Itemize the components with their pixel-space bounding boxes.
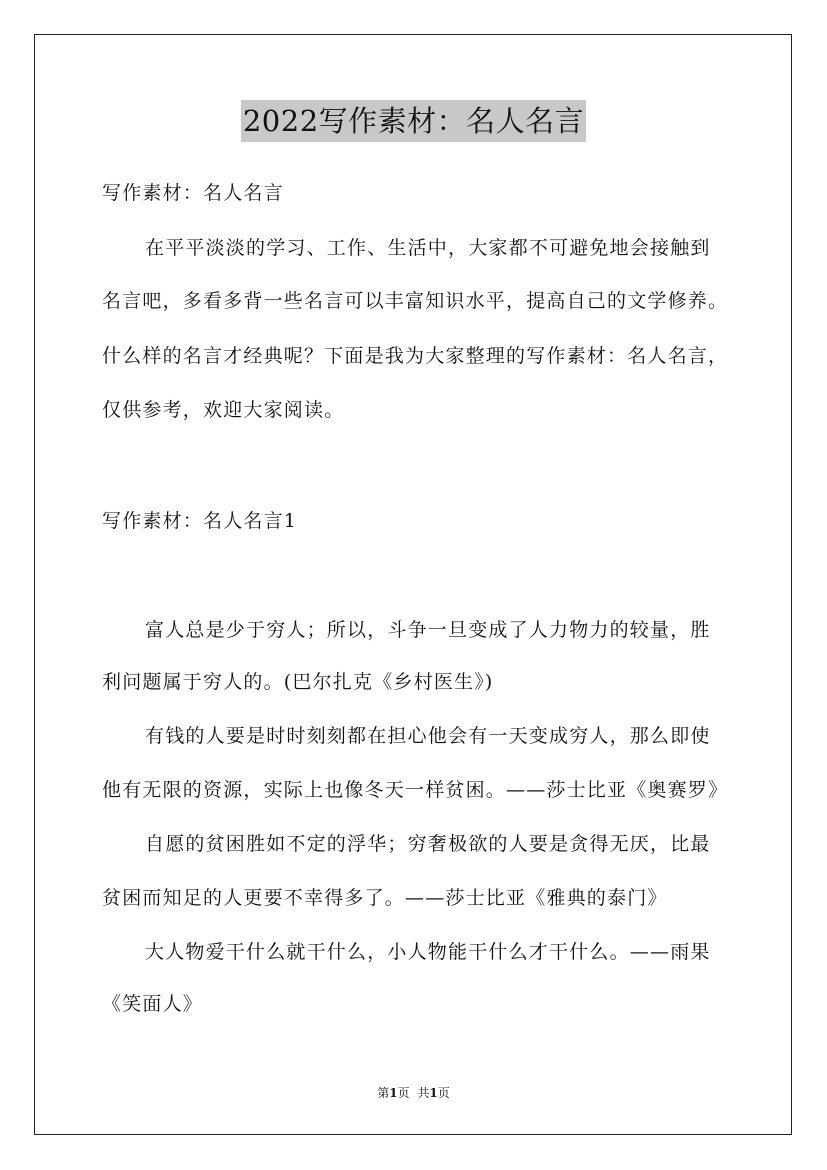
page-prefix: 第 xyxy=(377,1086,390,1100)
intro-line-3: 什么样的名言才经典呢？下面是我为大家整理的写作素材：名人名言， xyxy=(102,345,729,367)
quote-1-line-1: 富人总是少于穷人；所以，斗争一旦变成了人力物力的较量，胜 xyxy=(145,619,711,641)
quote-4-line-1: 大人物爱干什么就干什么，小人物能干什么才干什么。——雨果 xyxy=(145,941,711,963)
total-suffix: 页 xyxy=(437,1086,450,1100)
intro-line-4: 仅供参考，欢迎大家阅读。 xyxy=(102,399,345,421)
quote-3-line-2: 贫困而知足的人更要不幸得多了。——莎士比亚《雅典的泰门》 xyxy=(102,887,668,909)
document-title: 2022写作素材：名人名言 xyxy=(241,100,586,142)
quote-3-line-1: 自愿的贫困胜如不定的浮华；穷奢极欲的人要是贪得无厌，比最 xyxy=(145,833,711,855)
intro-line-2: 名言吧，多看多背一些名言可以丰富知识水平，提高自己的文学修养。 xyxy=(102,290,729,312)
page-suffix: 页 xyxy=(397,1086,410,1100)
total-pages: 1 xyxy=(429,1086,438,1100)
quote-4-line-2: 《笑面人》 xyxy=(102,993,204,1015)
page-number: 1 xyxy=(389,1086,398,1100)
quote-1-line-2: 利问题属于穷人的。(巴尔扎克《乡村医生》) xyxy=(102,671,494,693)
subsection-heading: 写作素材：名人名言1 xyxy=(102,510,298,532)
total-prefix: 共 xyxy=(417,1086,430,1100)
page-footer xyxy=(0,1086,827,1100)
section-heading: 写作素材：名人名言 xyxy=(102,182,284,204)
document-title-wrapper xyxy=(0,100,827,142)
quote-2-line-1: 有钱的人要是时时刻刻都在担心他会有一天变成穷人，那么即使 xyxy=(145,725,711,747)
intro-line-1: 在平平淡淡的学习、工作、生活中，大家都不可避免地会接触到 xyxy=(145,237,711,259)
quote-2-line-2: 他有无限的资源，实际上也像冬天一样贫困。——莎士比亚《奥赛罗》 xyxy=(102,779,729,801)
